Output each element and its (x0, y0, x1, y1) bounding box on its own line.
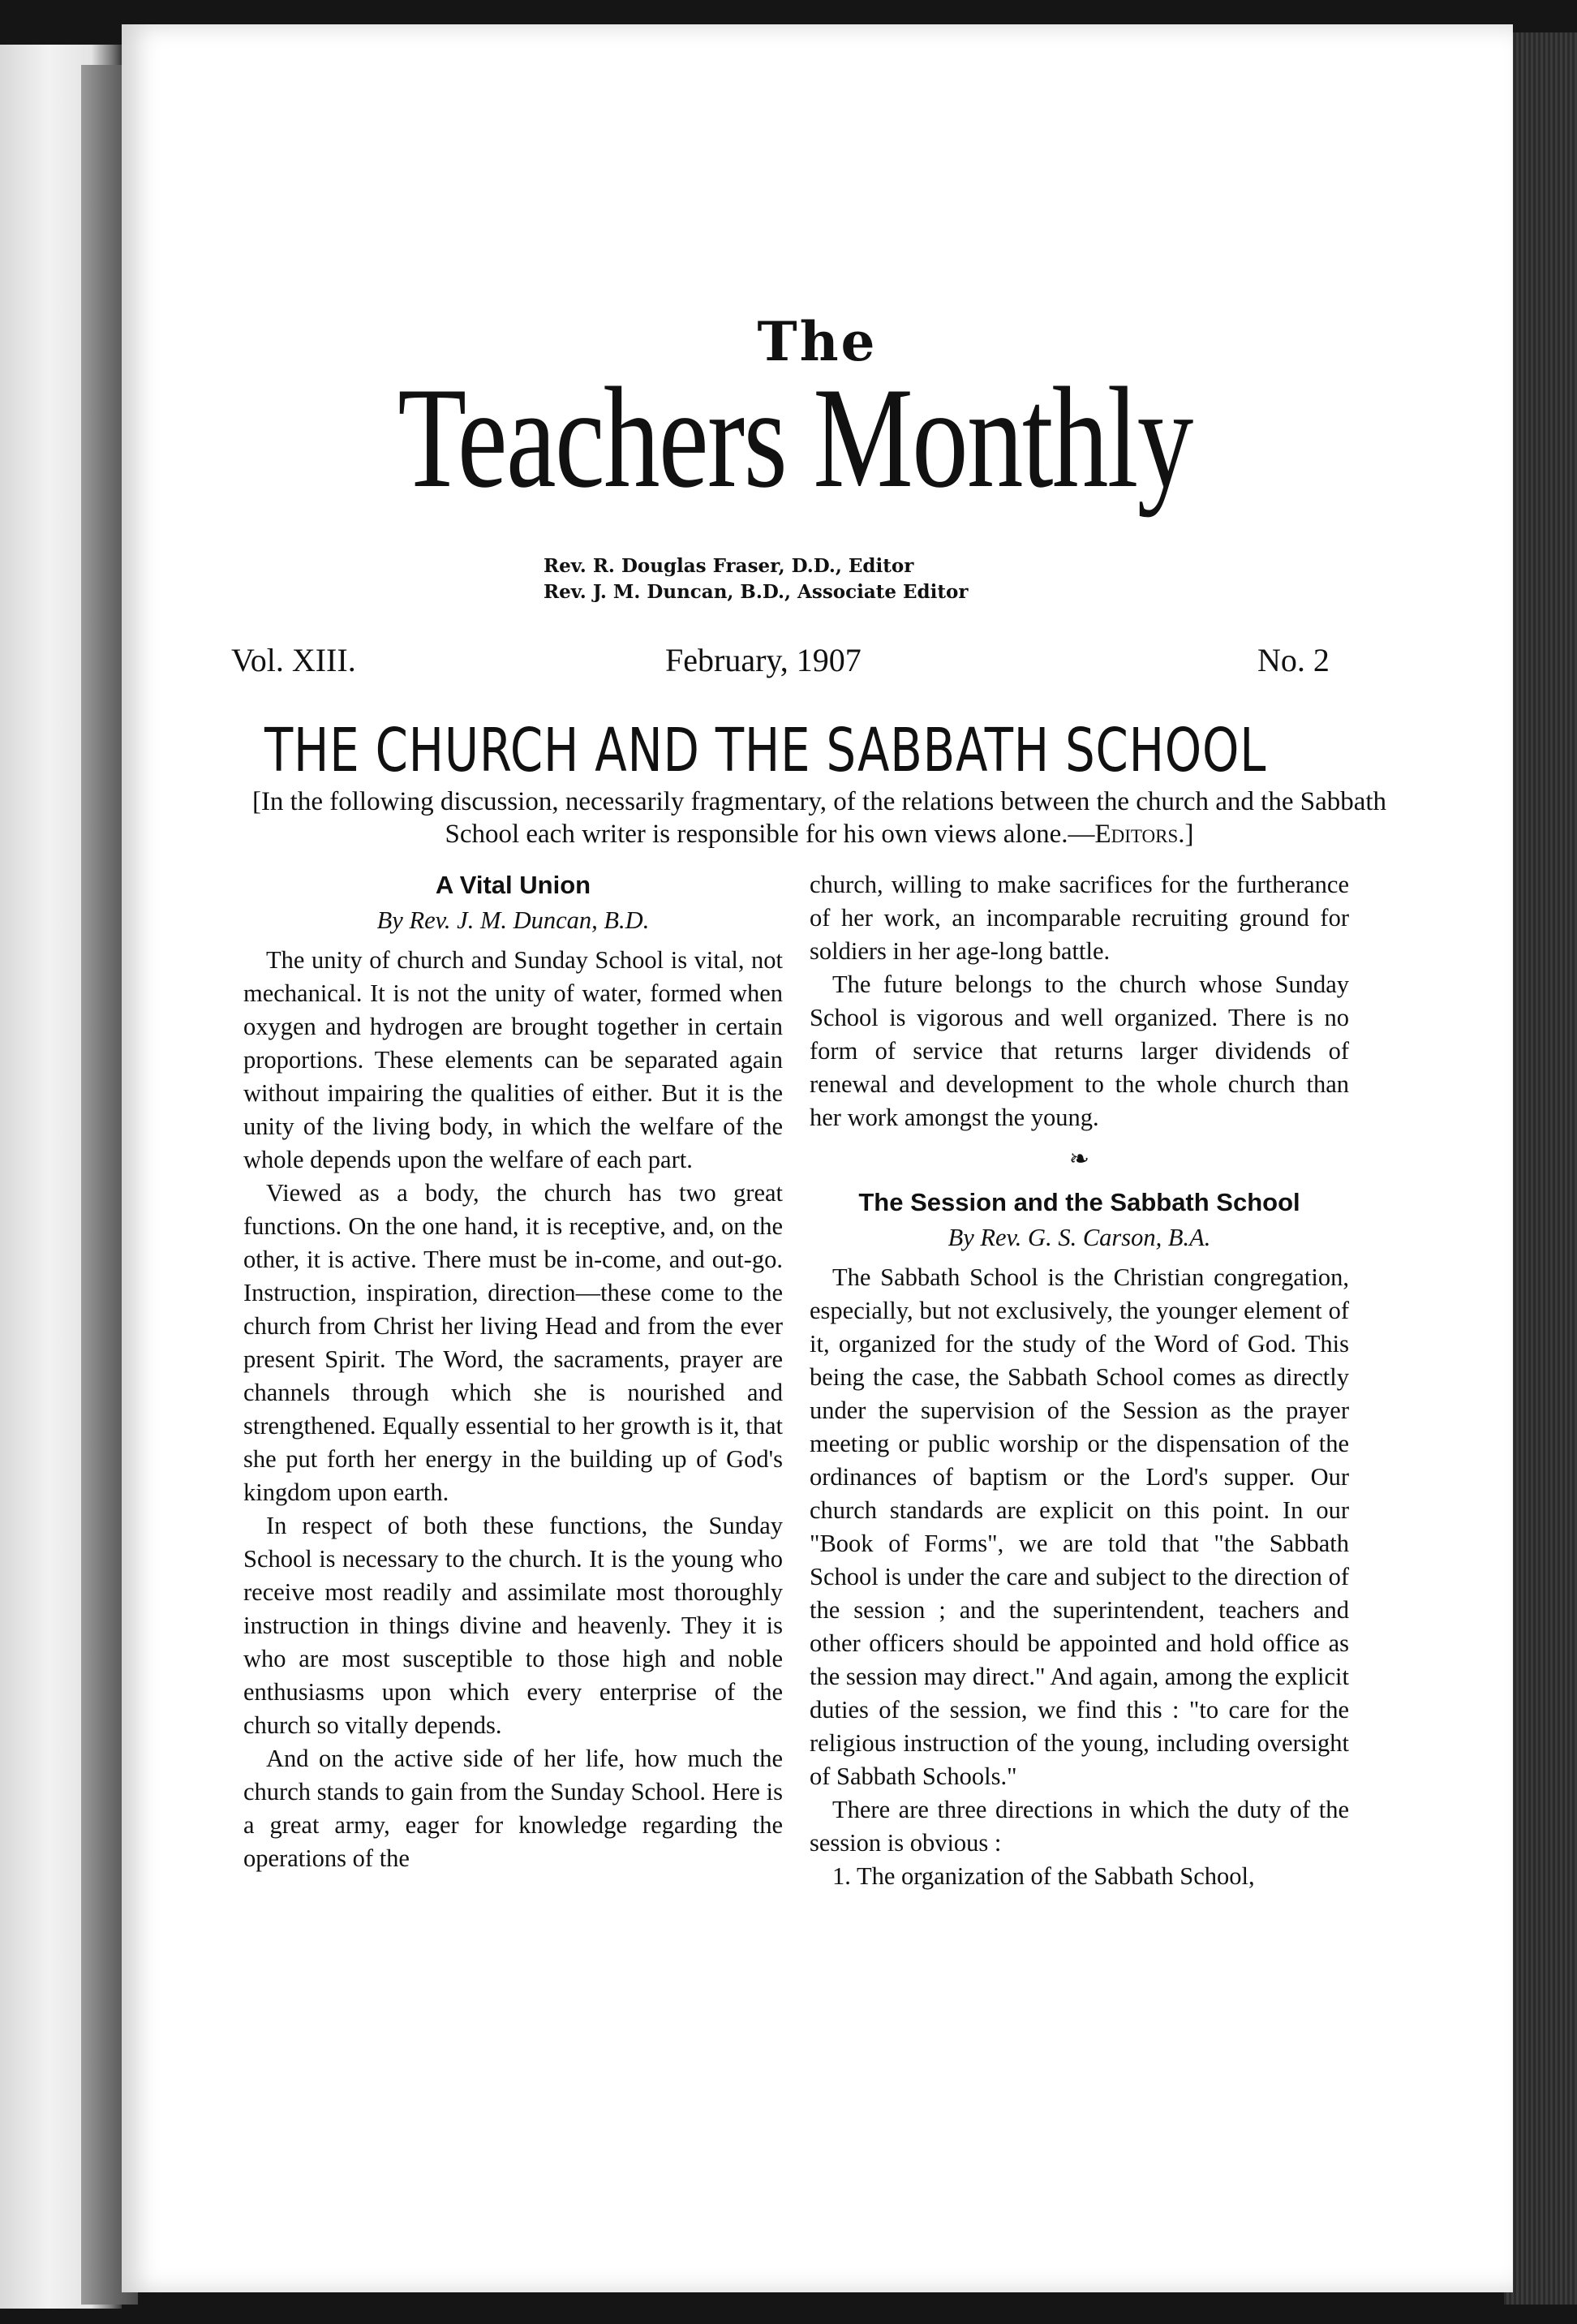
editor-line: Rev. R. Douglas Fraser, D.D., Editor (544, 555, 914, 577)
paragraph: And on the active side of her life, how much the church stands to gain from the Sunday School. Here is a great army, eager for knowledge regarding the operations of the (243, 1745, 783, 1872)
volume-label: Vol. XIII. (231, 642, 356, 678)
paragraph: 1. The organization of the Sabbath School, (832, 1862, 1255, 1890)
editors-block (544, 553, 1160, 605)
right-column (810, 868, 1349, 1893)
paragraph: The Sabbath School is the Christian congregation, especially, but not exclusively, the younger element of it, organized for the study of the Word of God. This being the case, the Sabbath School comes as directly under the supervision of the Session as the prayer meeting or public worship or the dispensation of the ordinances of baptism or the Lord's supper. Our church standards are explicit on this point. In our "Book of Forms", we are told that "the Sabbath School is under the care and subject to the direction of the session ; and the superintendent, teachers and other officers should be appointed and hold office as the session may direct." And again, among the explicit duties of the session, we find this : "to care for the religious instruction of the young, including oversight of Sabbath Schools." (810, 1263, 1349, 1790)
masthead-title: Teachers Monthly (397, 357, 1192, 518)
masthead-the: The (757, 310, 878, 373)
magazine-page (122, 24, 1513, 2292)
paragraph: The unity of church and Sunday School is vital, not mechanical. It is not the unity of water, formed when oxygen and hydrogen are brought together in certain proportions. These elements can be separated again without impairing the qualities of either. But it is the unity of the living body, in which the welfare of the whole depends upon the welfare of each part. (243, 946, 783, 1173)
paragraph: In respect of both these functions, the Sunday School is necessary to the church. It is the young who receive most readily and assimilate most thoroughly instruction in things divine and heavenly. They it is who are most susceptible to those high and noble enthusiasms upon which every enterprise of the church so vitally depends. (243, 1512, 783, 1739)
editorial-note-text: [In the following discussion, necessarily fragmentary, of the relations between the church and the Sabbath School each writer is responsible for his own views alone.— (251, 787, 1387, 849)
paragraph: Viewed as a body, the church has two great functions. On the one hand, it is receptive, and, on the other, it is active. There must be in-come, and out-go. Instruction, inspiration, direction—these come to the church from Christ her living Head and from the ever present Spirit. The Word, the sacraments, prayer are channels through which she is nourished and strengthened. Equally essential to her growth is it, that she put forth her energy in the building up of God's kingdom upon earth. (243, 1179, 783, 1506)
editorial-note-end: .] (1178, 820, 1194, 849)
associate-editor-line: Rev. J. M. Duncan, B.D., Associate Editor (544, 581, 969, 603)
byline-duncan: By Rev. J. M. Duncan, B.D. (376, 906, 650, 934)
byline-carson: By Rev. G. S. Carson, B.A. (947, 1224, 1211, 1251)
page-stack-edge (1504, 32, 1577, 2305)
issue-date: February, 1907 (665, 642, 862, 678)
paragraph: The future belongs to the church whose Sunday School is vigorous and well organized. There is no form of service that returns larger dividends of renewal and development to the whole church than her work amongst the young. (810, 970, 1349, 1131)
paragraph-continued: church, willing to make sacrifices for the furtherance of her work, an incomparable recruiting ground for soldiers in her age-long battle. (810, 871, 1349, 965)
paragraph: There are three directions in which the duty of the session is obvious : (810, 1796, 1349, 1857)
section-title-vital-union: A Vital Union (435, 871, 591, 899)
article-heading: THE CHURCH AND THE SABBATH SCHOOL (264, 716, 1267, 785)
section-divider-ornament: ❧ (1068, 1146, 1090, 1173)
left-column (243, 868, 783, 1875)
issue-number: No. 2 (1257, 642, 1330, 678)
section-title-session: The Session and the Sabbath School (858, 1188, 1300, 1216)
editorial-note-signature: Editors (1094, 820, 1179, 849)
editorial-note (235, 785, 1403, 850)
